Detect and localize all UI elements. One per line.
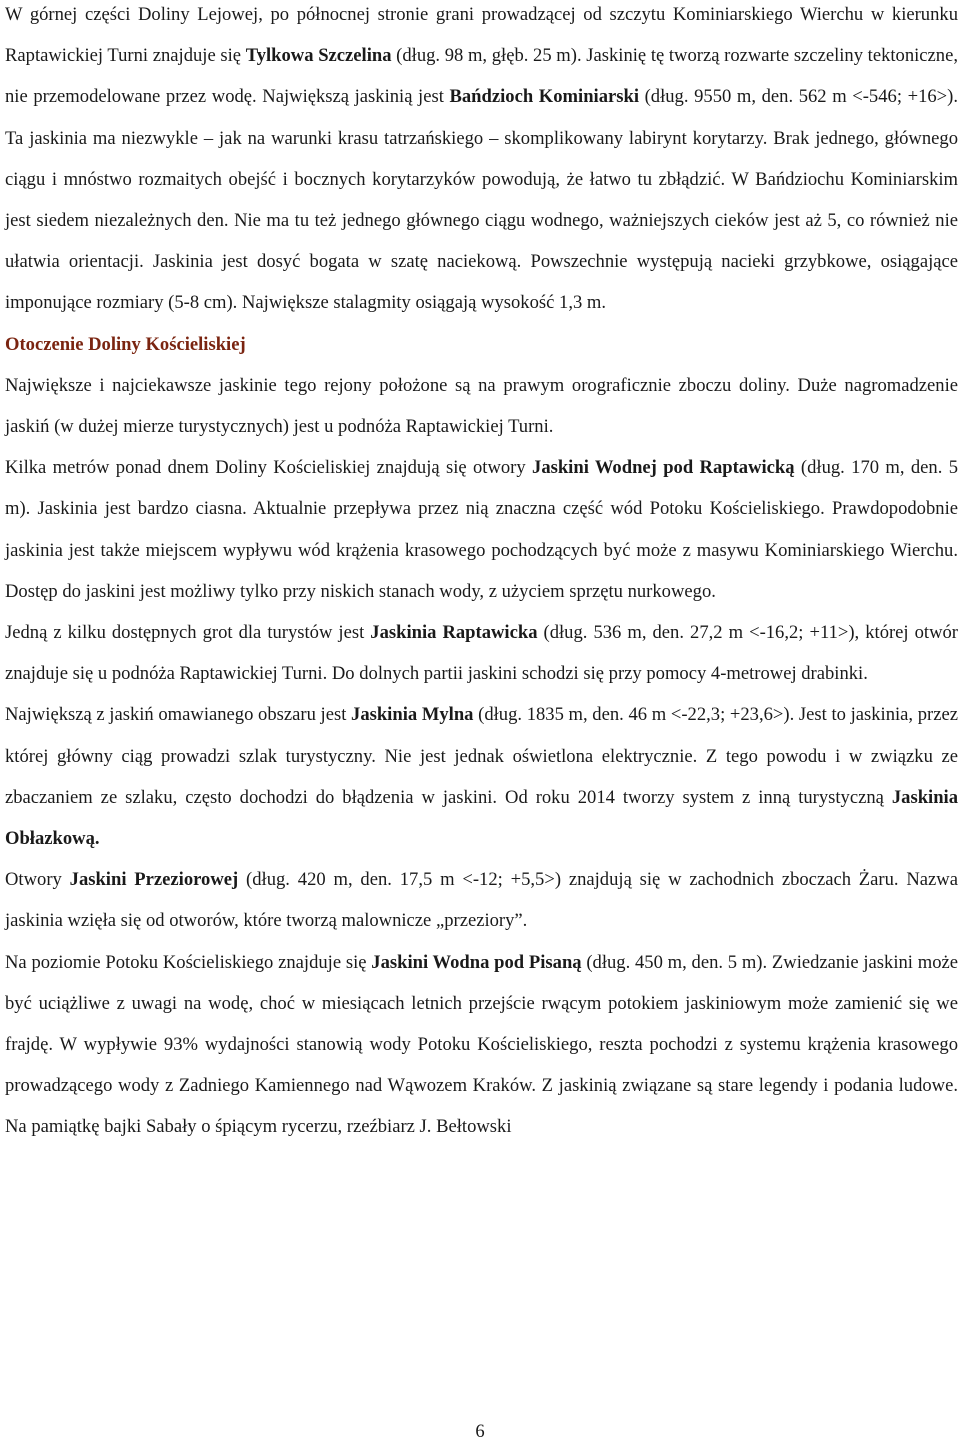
- paragraph: [5, 365, 958, 447]
- caves-section: [5, 365, 958, 1148]
- paragraph: [5, 447, 958, 612]
- intro-section: [5, 0, 958, 324]
- text-run: (dług. 1835 m, den. 46 m <-22,3; +23,6>). Jest to jaskinia, przez której główny ciąg prowadzi szlak turystyczny. Nie jest jednak oświetlona elektrycznie. Z tego powodu i w związku ze zbaczaniem ze szlaku, często dochodzi do błądzenia w jaskini. Od roku 2014 tworzy system z inną turystyczną: [5, 704, 958, 808]
- text-run: Na poziomie Potoku Kościeliskiego znajduje się: [5, 951, 372, 973]
- text-run: Jedną z kilku dostępnych grot dla turystów jest: [5, 622, 371, 644]
- text-run: Największe i najciekawsze jaskinie tego rejony położone są na prawym orograficznie zboczu doliny. Duże nagromadzenie jaskiń (w dużej mierze turystycznych) jest u podnóża Raptawickiej Turni.: [5, 374, 958, 438]
- paragraph: [5, 612, 958, 694]
- paragraph: [5, 0, 958, 324]
- cave-name: Tylkowa Szczelina: [245, 45, 392, 67]
- cave-name: Jaskini Wodnej pod Raptawicką: [532, 457, 795, 479]
- document-page: [5, 0, 958, 1148]
- paragraph: [5, 942, 958, 1148]
- text-run: (dług. 536 m, den. 27,2 m <-16,2; +11>), której otwór znajduje się u podnóża Raptawickiej Turni. Do dolnych partii jaskini schodzi się przy pomocy 4-metrowej drabinki.: [5, 622, 959, 685]
- text-run: (dług. 98 m, głęb. 25 m). Jaskinię tę tworzą rozwarte szczeliny tektoniczne, nie przemodelowane przez wodę. Największą jaskinią jest: [5, 45, 958, 108]
- text-run: W górnej części Doliny Lejowej, po północnej stronie grani prowadzącej od szczytu Kominiarskiego Wierchu w kierunku Raptawickiej Turni znajduje się: [5, 4, 958, 67]
- text-run: (dług. 9550 m, den. 562 m <-546; +16>). Ta jaskinia ma niezwykle – jak na warunki krasu tatrzańskiego – skomplikowany labirynt korytarzy. Brak jednego, głównego ciągu i mnóstwo rozmaitych obejść i bocznych korytarzyków powodują, że łatwo tu zbłądzić. W Bańdziochu Kominiarskim jest siedem niezależnych den. Nie ma tu też jednego głównego ciągu wodnego, ważniejszych cieków jest aż 5, co również nie ułatwia orientacji. Jaskinia jest dosyć bogata w szatę naciekową. Powszechnie występują nacieki grzybkowe, osiągające imponujące rozmiary (5-8 cm). Największe stalagmity osiągają wysokość 1,3 m.: [5, 86, 958, 314]
- text-run: Kilka metrów ponad dnem Doliny Kościeliskiej znajdują się otwory: [5, 457, 533, 479]
- cave-name: Jaskini Wodna pod Pisaną: [371, 951, 582, 973]
- text-run: Największą z jaskiń omawianego obszaru jest: [5, 704, 352, 726]
- page-number: 6: [475, 1421, 485, 1442]
- section-heading: Otoczenie Doliny Kościeliskiej: [5, 333, 246, 355]
- cave-name: Jaskinia Mylna: [351, 704, 474, 726]
- cave-name: Bańdzioch Kominiarski: [449, 86, 639, 108]
- cave-name: Jaskinia Obłazkową.: [5, 786, 958, 850]
- text-run: (dług. 450 m, den. 5 m). Zwiedzanie jaskini może być uciążliwe z uwagi na wodę, choć w miesiącach letnich przejście rwącym potokiem jaskiniowym może zamienić się we frajdę. W wypływie 93% wydajności stanowią wody Potoku Kościeliskiego, reszta pochodzi z systemu krążenia krasowego prowadzącego wody z Zadniego Kamiennego nad Wąwozem Kraków. Z jaskinią związane są stare legendy i podania ludowe. Na pamiątkę bajki Sabały o śpiącym rycerzu, rzeźbiarz J. Bełtowski: [5, 951, 958, 1138]
- text-run: Otwory: [5, 869, 70, 891]
- text-run: (dług. 420 m, den. 17,5 m <-12; +5,5>) znajdują się w zachodnich zboczach Żaru. Nazwa jaskinia wzięła się od otworów, które tworzą malownicze „przeziory”.: [5, 869, 958, 932]
- paragraph: [5, 694, 958, 859]
- cave-name: Jaskini Przeziorowej: [69, 869, 239, 891]
- cave-name: Jaskinia Raptawicka: [370, 622, 538, 644]
- paragraph: [5, 859, 958, 941]
- text-run: (dług. 170 m, den. 5 m). Jaskinia jest bardzo ciasna. Aktualnie przepływa przez nią znaczna część wód Potoku Kościeliskiego. Prawdopodobnie jaskinia jest także miejscem wypływu wód krążenia krasowego pochodzących być może z masywu Kominiarskiego Wierchu. Dostęp do jaskini jest możliwy tylko przy niskich stanach wody, z użyciem sprzętu nurkowego.: [5, 457, 958, 602]
